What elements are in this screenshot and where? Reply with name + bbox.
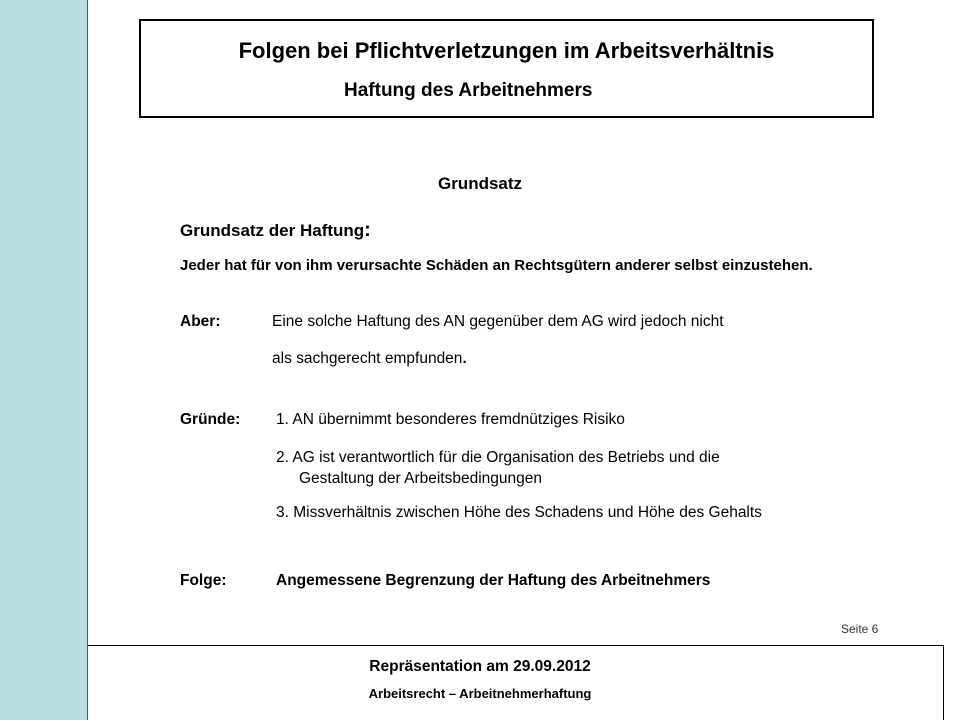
section-heading: Grundsatz <box>437 174 523 193</box>
aber-text-line2-body: als sachgerecht empfunden <box>272 350 463 367</box>
haftung-heading-colon: : <box>364 219 371 241</box>
gruende-item-2-line1: 2. AG ist verantwortlich für die Organisation des Betriebs und die <box>276 449 720 466</box>
gruende-item-2-line2: Gestaltung der Arbeitsbedingungen <box>299 470 543 487</box>
title-box <box>139 19 874 118</box>
gruende-item-1: 1. AN übernimmt besonderes fremdnütziges Risiko <box>276 411 625 428</box>
aber-text-line1: Eine solche Haftung des AN gegenüber dem AG wird jedoch nicht <box>272 313 724 330</box>
gruende-item-2 <box>276 447 836 489</box>
gruende-item-3: 3. Missverhältnis zwischen Höhe des Schadens und Höhe des Gehalts <box>276 504 762 521</box>
footer-right-border <box>943 645 944 720</box>
page-title: Folgen bei Pflichtverletzungen im Arbeitsverhältnis <box>238 38 775 63</box>
folge-text: Angemessene Begrenzung der Haftung des Arbeitnehmers <box>276 572 711 589</box>
footer-divider <box>88 645 944 646</box>
gruende-label: Gründe: <box>180 411 241 428</box>
haftung-heading-text: Grundsatz der Haftung <box>180 221 365 240</box>
aber-text-line2 <box>272 350 467 368</box>
aber-text-line2-period: . <box>462 350 467 367</box>
haftung-heading <box>180 219 371 242</box>
page-number: Seite 6 <box>841 622 879 636</box>
principle-text: Jeder hat für von ihm verursachte Schäden an Rechtsgütern anderer selbst einzustehen. <box>180 257 813 274</box>
footer-topic: Arbeitsrecht – Arbeitnehmerhaftung <box>368 686 592 701</box>
aber-label: Aber: <box>180 313 221 330</box>
left-sidebar-band <box>0 0 88 720</box>
folge-label: Folge: <box>180 572 227 589</box>
page-subtitle: Haftung des Arbeitnehmers <box>344 80 593 101</box>
footer-presentation-date: Repräsentation am 29.09.2012 <box>369 658 591 675</box>
